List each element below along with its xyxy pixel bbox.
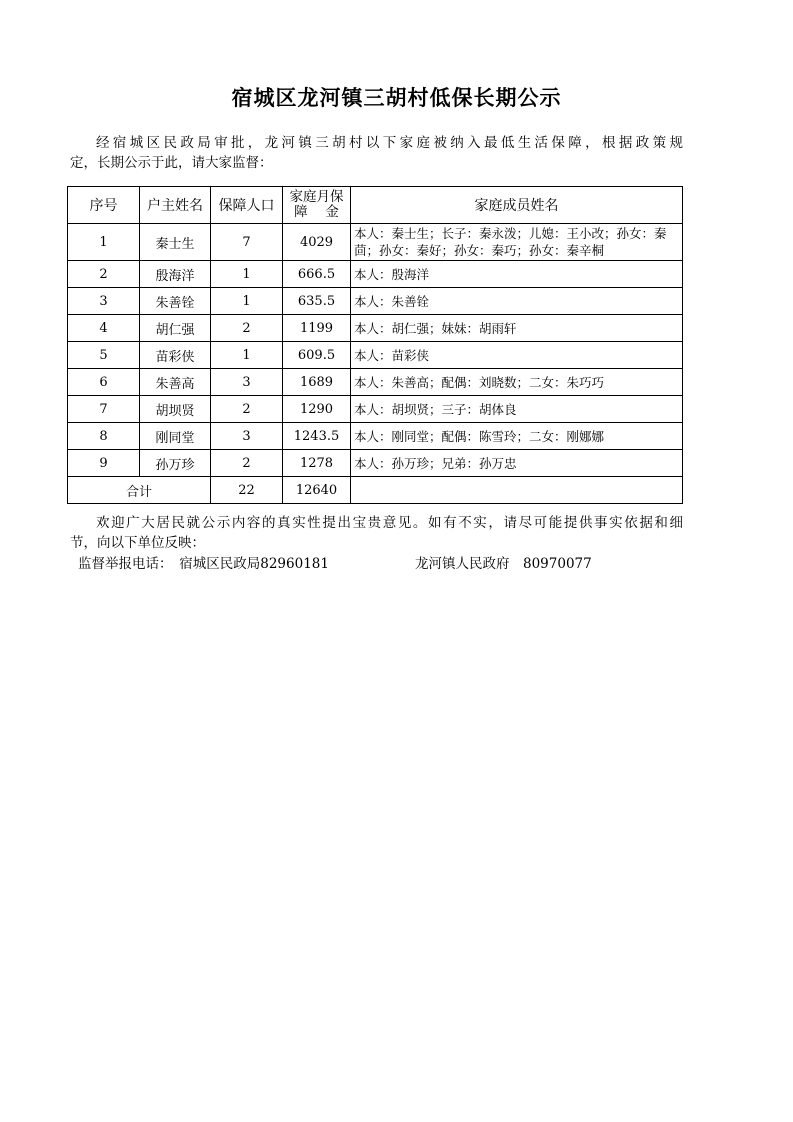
cell-no: 3 (68, 288, 140, 315)
table-row (68, 423, 683, 450)
cell-no: 1 (68, 224, 140, 261)
table-total-row (68, 477, 683, 504)
cell-persons: 1 (211, 261, 283, 288)
intro-line-2: 定，长期公示于此，请大家监督： (70, 155, 273, 171)
cell-members: 本人：苗彩侠 (351, 342, 683, 369)
cell-name: 胡仁强 (140, 315, 211, 342)
cell-persons: 2 (211, 315, 283, 342)
cell-members: 本人：秦士生；长子：秦永泼；儿媳：王小改；孙女：秦茴；孙女：秦好；孙女：秦巧；孙女：秦辛桐 (351, 224, 683, 261)
cell-amount: 4029 (283, 224, 351, 261)
cell-amount: 1199 (283, 315, 351, 342)
total-members-empty (351, 477, 683, 504)
table-row (68, 288, 683, 315)
page-title: 宿城区龙河镇三胡村低保长期公示 (231, 85, 562, 110)
cell-amount: 609.5 (283, 342, 351, 369)
cell-amount: 1689 (283, 369, 351, 396)
cell-members: 本人：刚同堂；配偶：陈雪玲；二女：刚娜娜 (351, 423, 683, 450)
cell-name: 胡坝贤 (140, 396, 211, 423)
cell-amount: 1290 (283, 396, 351, 423)
cell-name: 秦士生 (140, 224, 211, 261)
table-row (68, 396, 683, 423)
feedback-line-1: 欢迎广大居民就公示内容的真实性提出宝贵意见。如有不实，请尽可能提供事实依据和细 (96, 515, 683, 531)
feedback-paragraph (70, 513, 683, 553)
cell-amount: 635.5 (283, 288, 351, 315)
subsidy-table (67, 186, 683, 504)
cell-members: 本人：殷海洋 (351, 261, 683, 288)
header-amount-line-2: 障 金 (294, 204, 339, 220)
cell-persons: 7 (211, 224, 283, 261)
cell-no: 2 (68, 261, 140, 288)
cell-no: 4 (68, 315, 140, 342)
table-row (68, 315, 683, 342)
header-members: 家庭成员姓名 (351, 187, 683, 224)
table-header-row (68, 187, 683, 224)
table-row (68, 369, 683, 396)
cell-persons: 2 (211, 450, 283, 477)
cell-name: 苗彩侠 (140, 342, 211, 369)
cell-no: 9 (68, 450, 140, 477)
header-head-name: 户主姓名 (140, 187, 211, 224)
cell-name: 刚同堂 (140, 423, 211, 450)
town-gov-phone: 龙河镇人民政府 80970077 (415, 556, 592, 572)
cell-members: 本人：孙万珍；兄弟：孙万忠 (351, 450, 683, 477)
cell-name: 朱善铨 (140, 288, 211, 315)
supervise-phone: 监督举报电话： 宿城区民政局82960181 (78, 556, 329, 572)
cell-persons: 1 (211, 288, 283, 315)
table-row (68, 450, 683, 477)
cell-name: 朱善高 (140, 369, 211, 396)
contact-line (78, 552, 592, 572)
cell-name: 殷海洋 (140, 261, 211, 288)
cell-members: 本人：朱善高；配偶：刘晓数；二女：朱巧巧 (351, 369, 683, 396)
intro-paragraph (70, 133, 683, 173)
total-label: 合计 (68, 477, 211, 504)
cell-amount: 1278 (283, 450, 351, 477)
header-amount-line-1: 家庭月保 (289, 189, 344, 205)
cell-name: 孙万珍 (140, 450, 211, 477)
header-amount (283, 187, 351, 224)
total-persons: 22 (211, 477, 283, 504)
cell-persons: 1 (211, 342, 283, 369)
cell-amount: 666.5 (283, 261, 351, 288)
cell-persons: 3 (211, 369, 283, 396)
cell-persons: 2 (211, 396, 283, 423)
cell-members: 本人：朱善铨 (351, 288, 683, 315)
cell-no: 8 (68, 423, 140, 450)
cell-no: 7 (68, 396, 140, 423)
feedback-line-2: 节，向以下单位反映： (70, 535, 205, 551)
intro-line-1: 经宿城区民政局审批，龙河镇三胡村以下家庭被纳入最低生活保障，根据政策规 (96, 135, 683, 151)
table-row (68, 224, 683, 261)
total-amount: 12640 (283, 477, 351, 504)
cell-members: 本人：胡仁强；妹妹：胡雨轩 (351, 315, 683, 342)
header-persons: 保障人口 (211, 187, 283, 224)
cell-persons: 3 (211, 423, 283, 450)
table-row (68, 342, 683, 369)
cell-no: 6 (68, 369, 140, 396)
table-row (68, 261, 683, 288)
cell-members: 本人：胡坝贤；三子：胡体良 (351, 396, 683, 423)
cell-no: 5 (68, 342, 140, 369)
cell-amount: 1243.5 (283, 423, 351, 450)
header-no: 序号 (68, 187, 140, 224)
